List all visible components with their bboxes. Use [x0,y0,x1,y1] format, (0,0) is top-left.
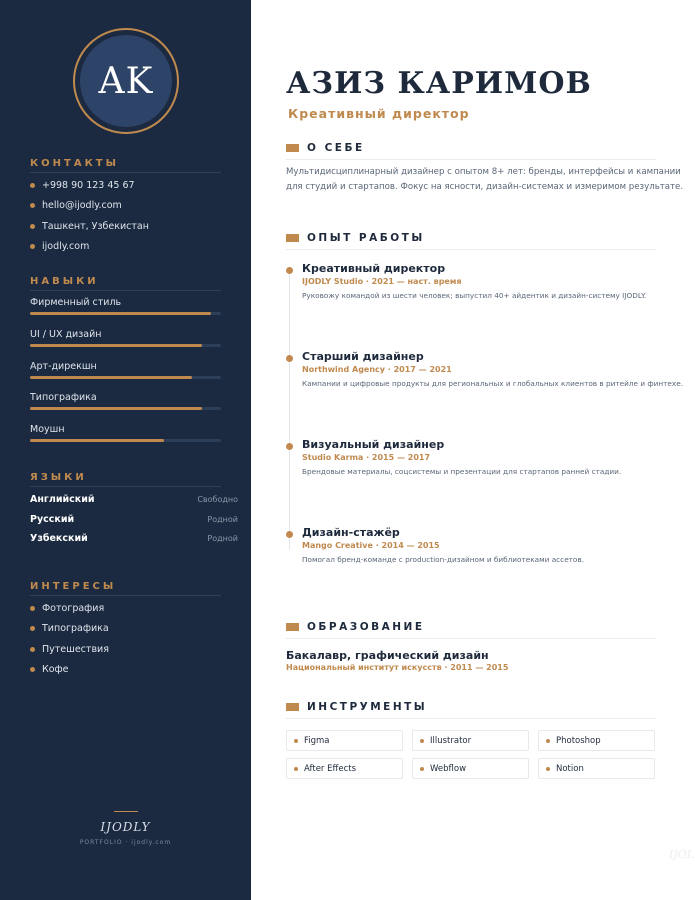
job-desc: Брендовые материалы, соцсистемы и презентации для стартапов ранней стадии. [302,467,622,476]
timeline-dot-icon [286,443,293,450]
skill-bar [30,312,221,315]
bullet-dot-icon [30,667,35,672]
skill-name: UI / UX дизайн [30,328,102,340]
tools-divider [286,718,656,719]
about-divider [286,159,656,160]
job-title: Визуальный дизайнер [302,438,445,451]
contact-email-text: hello@ijodly.com [42,200,122,212]
skill-item [30,424,221,456]
brand-watermark: IJOL [669,848,695,861]
skill-item [30,329,221,361]
tool-label: Notion [556,763,584,774]
interests-title: ИНТЕРЕСЫ [30,581,117,592]
language-name: Английский [30,494,95,506]
languages-title: ЯЗЫКИ [30,472,87,483]
skill-bar [30,376,221,379]
skill-item [30,297,221,329]
bullet-dot-icon [30,244,35,249]
bullet-dot-icon [30,183,35,188]
skill-name: Моушн [30,424,65,436]
bullet-dot-icon [30,606,35,611]
tools-title: ИНСТРУМЕНТЫ [307,701,428,713]
contact-website-text: ijodly.com [42,241,90,253]
skills-title: НАВЫКИ [30,276,99,287]
tool-chip [412,758,529,779]
interest-item [30,619,230,640]
contact-phone-text: +998 90 123 45 67 [42,179,135,191]
skill-name: Фирменный стиль [30,297,122,308]
contact-email[interactable] [30,196,230,217]
tool-chip [412,730,529,751]
contacts-divider [30,172,221,173]
skill-bar-fill [30,312,211,315]
bullet-dot-icon [30,224,35,229]
skill-item [30,392,221,424]
skill-bar-fill [30,376,192,379]
interest-item [30,660,230,681]
skill-bar [30,407,221,410]
language-row [30,510,238,530]
job-desc: Руковожу командой из шести человек; выпустил 40+ айдентик и дизайн-систему IJODLY. [302,291,647,300]
education-degree: Бакалавр, графический дизайн [286,649,489,662]
job-meta: Studio Karma · 2015 — 2017 [302,453,431,462]
brand-logo: IJODLY [100,820,151,834]
language-name: Русский [30,513,75,525]
person-role: Креативный директор [288,106,470,121]
timeline-dot-icon [286,531,293,538]
language-level: Родной [207,534,238,544]
job-title: Старший дизайнер [302,350,424,363]
contact-location [30,216,230,237]
languages-list [30,490,238,549]
skill-bar [30,344,221,347]
experience-section-title [286,232,425,244]
bullet-dot-icon [30,626,35,631]
job-desc: Помогал бренд-команде с production-дизайном и библиотеками ассетов. [302,555,585,564]
avatar-initials: AK [80,35,172,127]
education-title: ОБРАЗОВАНИЕ [307,621,425,633]
contacts-list [30,175,230,257]
skill-bar-fill [30,407,202,410]
about-section-title [286,142,365,154]
education-divider [286,638,656,639]
tool-label: Webflow [430,763,467,774]
job-meta: IJODLY Studio · 2021 — наст. время [302,277,462,286]
tool-chip [538,758,655,779]
tool-label: Illustrator [430,735,472,746]
tools-section-title [286,701,427,713]
interest-label: Кофе [42,664,69,676]
person-name: АЗИЗ КАРИМОВ [286,66,592,101]
timeline-line [289,268,290,550]
experience-title: ОПЫТ РАБОТЫ [307,232,425,244]
skills-divider [30,290,221,291]
tool-chip [538,730,655,751]
interests-divider [30,595,221,596]
language-level: Свободно [197,495,238,505]
section-marker-icon [286,703,299,711]
interest-label: Путешествия [42,643,109,655]
interest-item [30,598,230,619]
tool-label: Figma [304,735,330,746]
language-row [30,490,238,510]
language-level: Родной [207,514,238,524]
contact-phone[interactable] [30,175,230,196]
bullet-dot-icon [420,739,424,743]
skill-bar-fill [30,439,164,442]
skill-name: Типографика [30,392,97,404]
brand-tagline: PORTFOLIO · ijodly.com [79,839,172,846]
tool-label: Photoshop [556,735,601,746]
tool-chip [286,758,403,779]
job-meta: Mango Creative · 2014 — 2015 [302,541,440,550]
bullet-dot-icon [294,739,298,743]
bullet-dot-icon [420,767,424,771]
tools-grid [286,730,655,779]
experience-divider [286,249,656,250]
bullet-dot-icon [30,203,35,208]
language-row [30,529,238,549]
job-title: Креативный директор [302,262,446,275]
tool-chip [286,730,403,751]
timeline-dot-icon [286,267,293,274]
bullet-dot-icon [546,739,550,743]
interest-item [30,639,230,660]
avatar [73,28,179,134]
job-title: Дизайн-стажёр [302,526,400,539]
about-title: О СЕБЕ [307,142,365,154]
languages-divider [30,486,221,487]
job-meta: Northwind Agency · 2017 — 2021 [302,365,452,374]
brand-divider [114,811,138,812]
skills-list [30,297,221,456]
language-name: Узбекский [30,533,88,545]
interests-list [30,598,230,680]
bullet-dot-icon [294,767,298,771]
tool-label: After Effects [304,763,357,774]
interest-label: Типографика [42,623,109,635]
timeline-dot-icon [286,355,293,362]
bullet-dot-icon [546,767,550,771]
skill-item [30,361,221,393]
skill-name: Арт-дирекшн [30,360,97,372]
bullet-dot-icon [30,647,35,652]
about-text: Мультидисциплинарный дизайнер с опытом 8+ лет: бренды, интерфейсы и кампании для студий и стартапов. Фокус на ясности, дизайн-системах и измеримом результате. [286,167,684,192]
education-section-title [286,621,425,633]
skill-bar-fill [30,344,202,347]
contacts-title: КОНТАКТЫ [30,158,119,169]
contact-website[interactable] [30,237,230,258]
contact-location-text: Ташкент, Узбекистан [42,220,149,232]
section-marker-icon [286,623,299,631]
job-desc: Кампании и цифровые продукты для региональных и глобальных клиентов в ритейле и финтехе. [302,379,684,388]
skill-bar [30,439,221,442]
section-marker-icon [286,144,299,152]
interest-label: Фотография [42,602,105,614]
sidebar [0,0,251,900]
education-meta: Национальный институт искусств · 2011 — 2015 [286,663,509,672]
section-marker-icon [286,234,299,242]
